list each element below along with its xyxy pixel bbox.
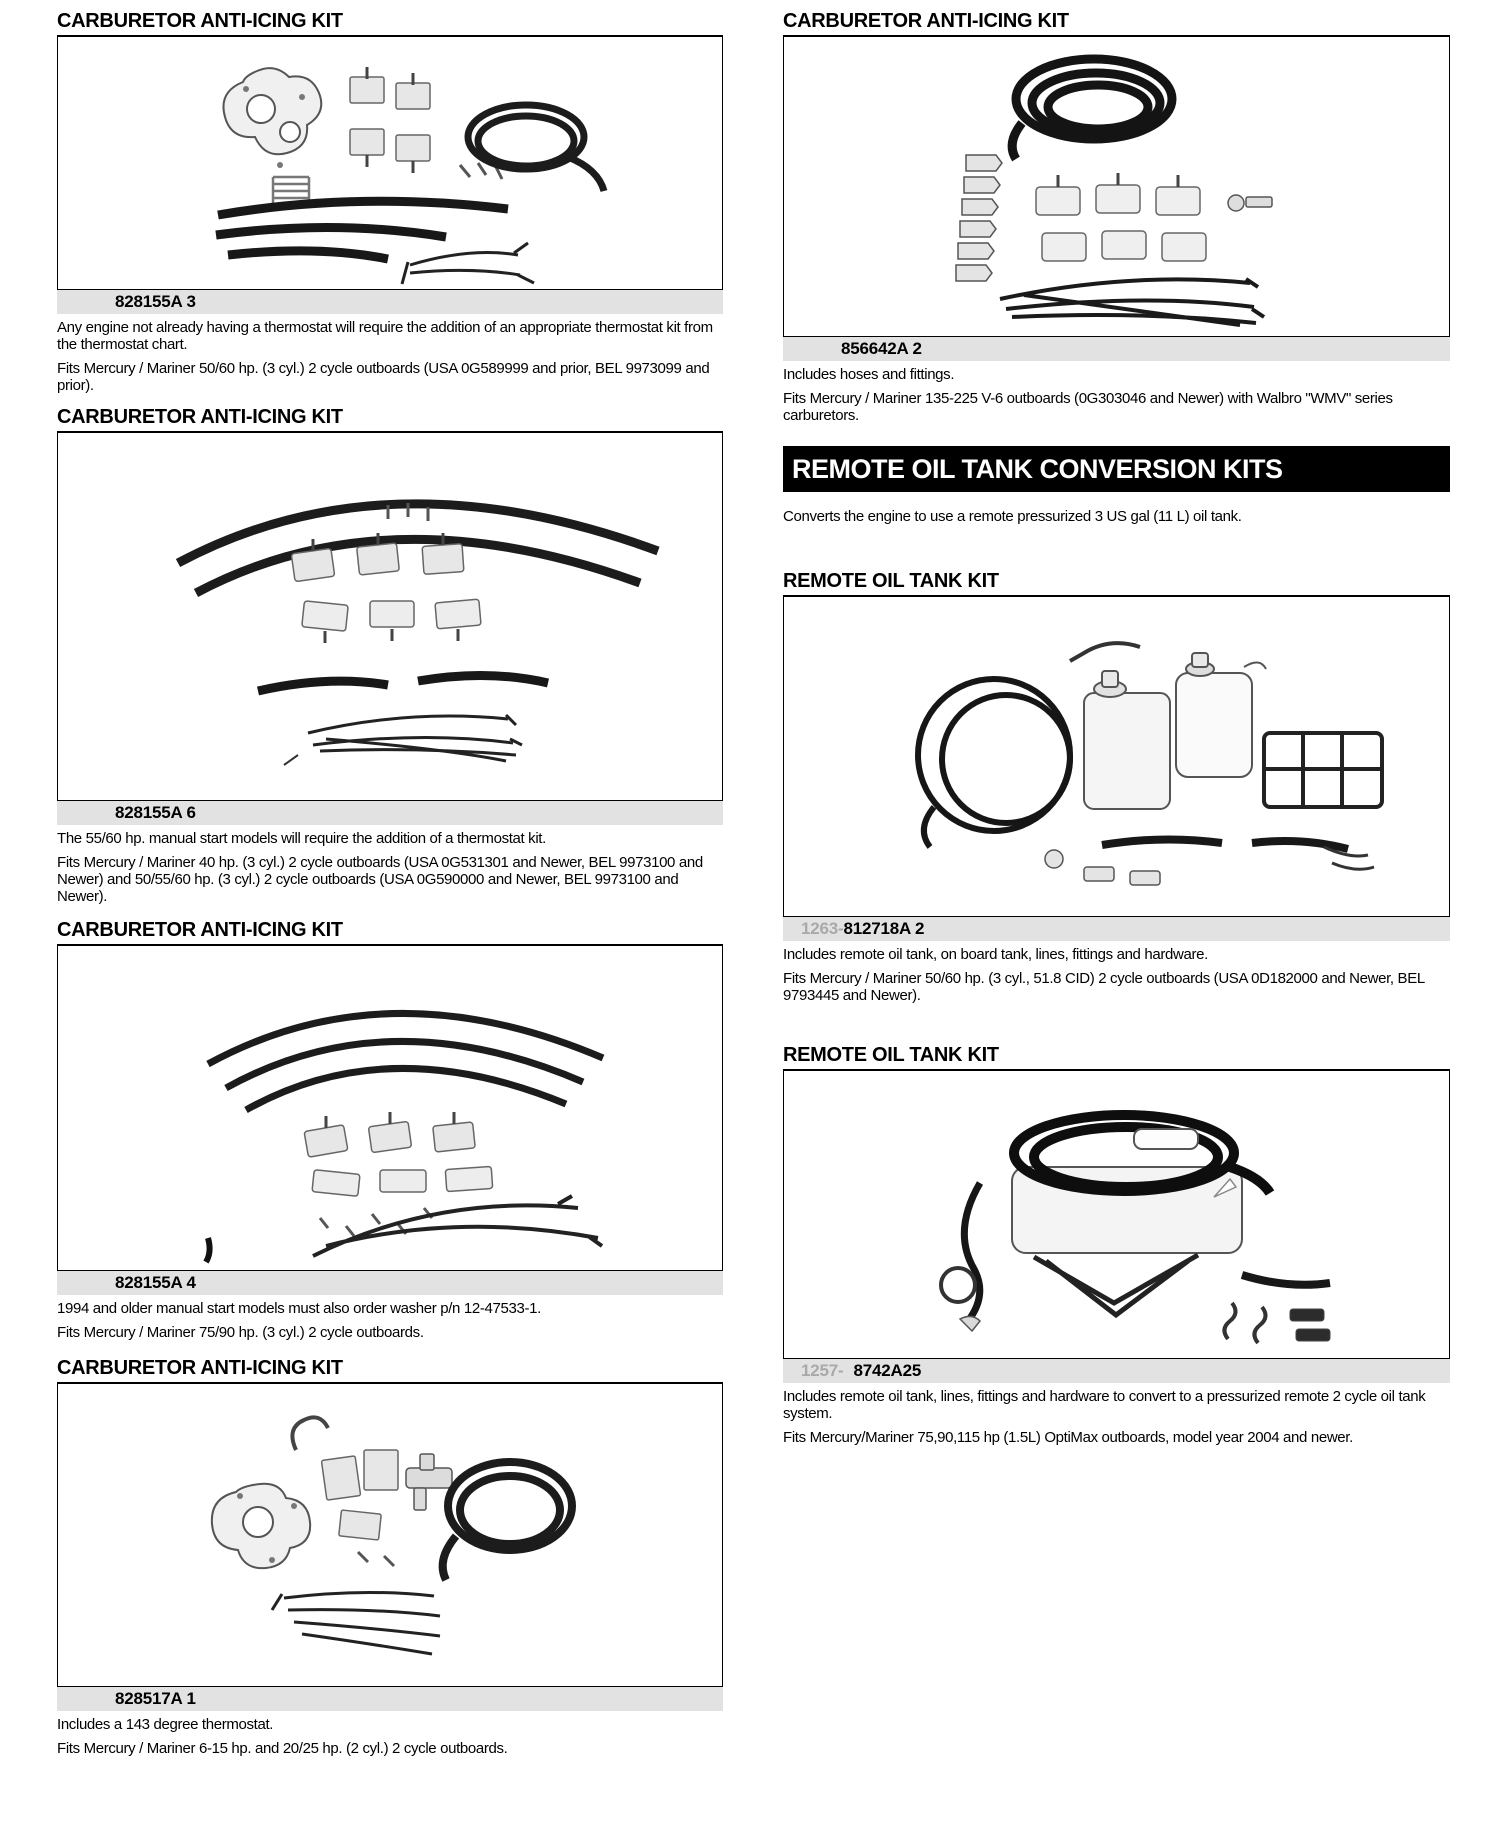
- part-number-band: [57, 801, 723, 825]
- part-number: 8742A25: [853, 1361, 922, 1380]
- section-heading: CARBURETOR ANTI-ICING KIT: [57, 10, 723, 37]
- category-banner: REMOTE OIL TANK CONVERSION KITS: [783, 446, 1450, 492]
- fits-text: Fits Mercury / Mariner 135-225 V-6 outboards (0G303046 and Newer) with Walbro "WMV" series carburetors.: [783, 390, 1393, 424]
- part-number-band: [57, 1687, 723, 1711]
- catalog-section: [57, 10, 723, 394]
- part-number: 828155A 3: [115, 292, 196, 311]
- part-number-band: [783, 1359, 1450, 1383]
- catalog-section: [57, 919, 723, 1341]
- part-number-band: [783, 917, 1450, 941]
- product-photo-812718A2: [783, 597, 1450, 917]
- description-text: Includes a 143 degree thermostat.: [57, 1716, 274, 1733]
- product-photo-828155A4: [57, 946, 723, 1271]
- product-photo-828517A1: [57, 1384, 723, 1687]
- description-text: Any engine not already having a thermostat will require the addition of an appropriate thermostat kit from the thermostat chart.: [57, 319, 713, 353]
- section-heading: CARBURETOR ANTI-ICING KIT: [57, 406, 723, 433]
- product-photo-828155A6: [57, 433, 723, 801]
- product-photo-8742A25: [783, 1071, 1450, 1359]
- part-number: 828155A 4: [115, 1273, 196, 1292]
- category-intro-text: Converts the engine to use a remote pressurized 3 US gal (11 L) oil tank.: [783, 508, 1242, 525]
- fits-text: Fits Mercury/Mariner 75,90,115 hp (1.5L) OptiMax outboards, model year 2004 and newer.: [783, 1429, 1353, 1446]
- kit-illustration: [784, 597, 1448, 914]
- kit-illustration: [784, 37, 1448, 334]
- fits-text: Fits Mercury / Mariner 40 hp. (3 cyl.) 2 cycle outboards (USA 0G531301 and Newer, BEL 9973100 and Newer) and 50/55/60 hp. (3 cyl.) 2 cycle outboards (USA 0G590000 and Newer, BEL 9973100 and Newer).: [57, 854, 703, 905]
- kit-illustration: [58, 433, 721, 798]
- description-text: 1994 and older manual start models must also order washer p/n 12-47533-1.: [57, 1300, 541, 1317]
- description-text: Includes remote oil tank, on board tank, lines, fittings and hardware.: [783, 946, 1208, 963]
- description-text: The 55/60 hp. manual start models will require the addition of a thermostat kit.: [57, 830, 546, 847]
- part-prefix: 1263-: [801, 919, 844, 938]
- description-text: Includes remote oil tank, lines, fittings and hardware to convert to a pressurized remote 2 cycle oil tank system.: [783, 1388, 1426, 1422]
- part-number: 828155A 6: [115, 803, 196, 822]
- kit-illustration: [58, 1384, 721, 1684]
- fits-text: Fits Mercury / Mariner 75/90 hp. (3 cyl.) 2 cycle outboards.: [57, 1324, 424, 1341]
- part-number: 828517A 1: [115, 1689, 196, 1708]
- catalog-section: [783, 570, 1450, 1004]
- kit-illustration: [58, 946, 721, 1268]
- section-heading: CARBURETOR ANTI-ICING KIT: [57, 919, 723, 946]
- catalog-section: [57, 406, 723, 905]
- section-heading: CARBURETOR ANTI-ICING KIT: [783, 10, 1450, 37]
- right-column: [783, 0, 1450, 1446]
- part-prefix: 1257-: [801, 1361, 844, 1380]
- part-number-band: [783, 337, 1450, 361]
- fits-text: Fits Mercury / Mariner 6-15 hp. and 20/25 hp. (2 cyl.) 2 cycle outboards.: [57, 1740, 508, 1757]
- fits-text: Fits Mercury / Mariner 50/60 hp. (3 cyl., 51.8 CID) 2 cycle outboards (USA 0D182000 and Newer, BEL 9793445 and Newer).: [783, 970, 1425, 1004]
- product-photo-828155A3: [57, 37, 723, 290]
- kit-illustration: [58, 37, 721, 287]
- part-number: 856642A 2: [841, 339, 922, 358]
- description-text: Includes hoses and fittings.: [783, 366, 955, 383]
- section-heading: REMOTE OIL TANK KIT: [783, 1044, 1450, 1071]
- catalog-section: [57, 1357, 723, 1757]
- catalog-section: [783, 1044, 1450, 1446]
- part-number-band: [57, 290, 723, 314]
- kit-illustration: [784, 1071, 1448, 1356]
- section-heading: CARBURETOR ANTI-ICING KIT: [57, 1357, 723, 1384]
- product-photo-856642A2: [783, 37, 1450, 337]
- catalog-section: [783, 10, 1450, 424]
- part-number-band: [57, 1271, 723, 1295]
- part-number: 812718A 2: [843, 919, 925, 938]
- section-heading: REMOTE OIL TANK KIT: [783, 570, 1450, 597]
- left-column: [57, 0, 723, 1757]
- fits-text: Fits Mercury / Mariner 50/60 hp. (3 cyl.) 2 cycle outboards (USA 0G589999 and prior, BEL 9973099 and prior).: [57, 360, 710, 394]
